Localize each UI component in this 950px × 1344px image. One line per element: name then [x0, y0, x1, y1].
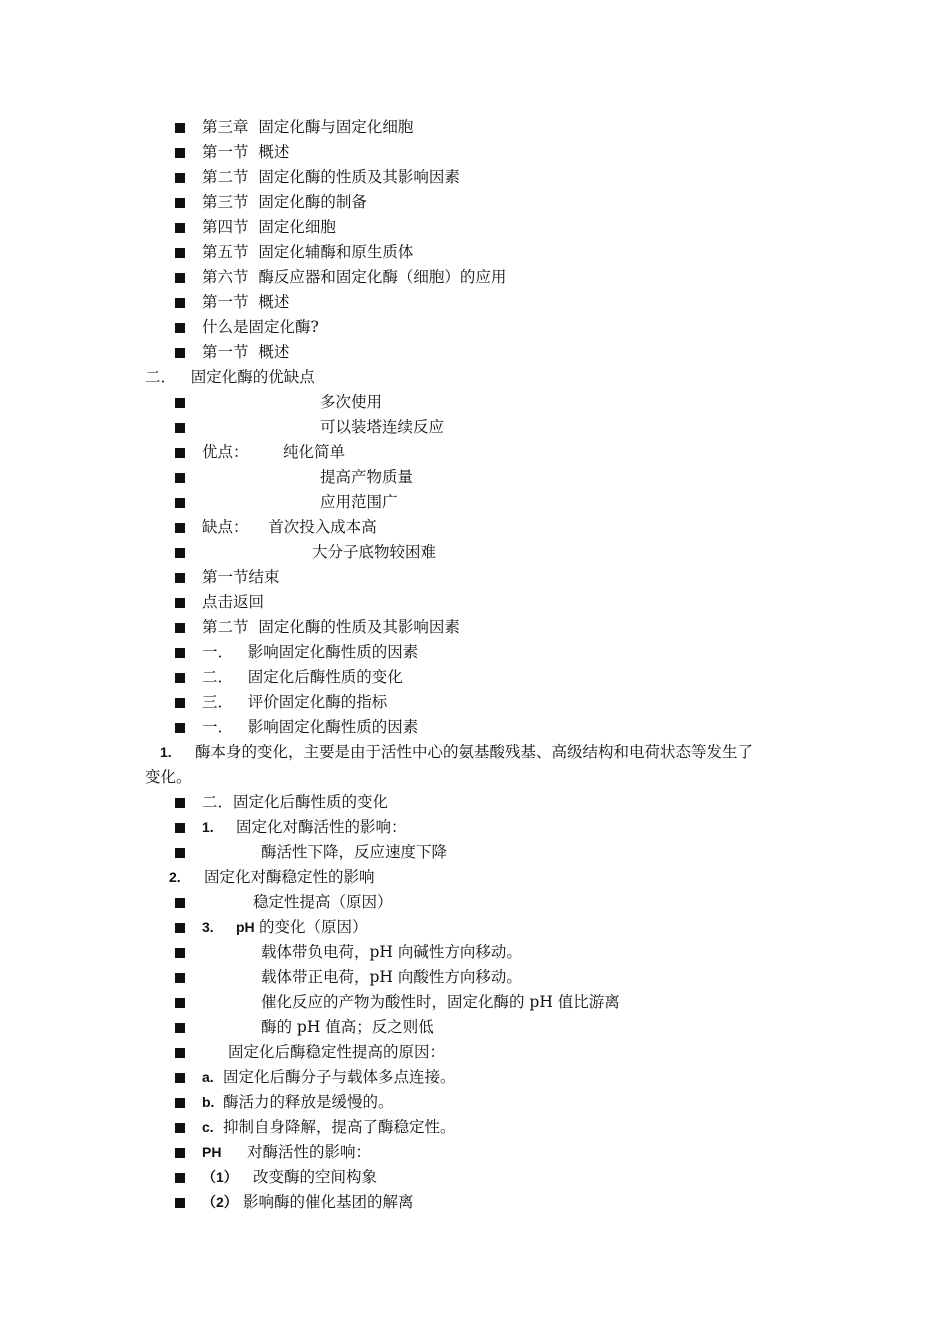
- list-item-text: 载体带负电荷，pH 向碱性方向移动。: [261, 943, 522, 961]
- square-bullet-icon: [175, 673, 185, 683]
- list-item-text: 第二节 固定化酶的性质及其影响因素: [202, 168, 460, 186]
- square-bullet-icon: [175, 398, 185, 408]
- square-bullet-icon: [175, 598, 185, 608]
- square-bullet-icon: [175, 723, 185, 733]
- paragraph-text: 变化。: [145, 768, 192, 786]
- list-item-text: 固定化后酶稳定性提高的原因：: [228, 1043, 446, 1061]
- list-item: [0, 490, 950, 515]
- paragraph-text: 固定化对酶稳定性的影响: [204, 868, 375, 886]
- list-item: [0, 940, 950, 965]
- list-item: [0, 1140, 950, 1165]
- list-item-text: 酶活力的释放是缓慢的。: [223, 1093, 394, 1111]
- list-item: [0, 790, 950, 815]
- list-item: [0, 565, 950, 590]
- list-item: [0, 440, 950, 465]
- list-item-letter: c.: [202, 1119, 214, 1135]
- list-item: [0, 140, 950, 165]
- list-item: [0, 990, 950, 1015]
- list-item-text: 什么是固定化酶?: [202, 318, 319, 336]
- list-item-text: 二．固定化后酶性质的变化: [202, 793, 389, 811]
- list-item: [0, 615, 950, 640]
- square-bullet-icon: [175, 498, 185, 508]
- list-item: [0, 840, 950, 865]
- square-bullet-icon: [175, 273, 185, 283]
- list-item: [0, 340, 950, 365]
- square-bullet-icon: [175, 798, 185, 808]
- square-bullet-icon: [175, 923, 185, 933]
- list-item: [0, 240, 950, 265]
- list-item-text: 一． 影响固定化酶性质的因素: [202, 643, 419, 661]
- square-bullet-icon: [175, 523, 185, 533]
- square-bullet-icon: [175, 348, 185, 358]
- list-item: [0, 1165, 950, 1190]
- list-item-text: 点击返回: [202, 593, 265, 611]
- list-item: [0, 415, 950, 440]
- list-item-text: 改变酶的空间构象: [253, 1168, 378, 1186]
- list-item-text: 第一节 概述: [202, 343, 290, 361]
- list-item: [0, 915, 950, 940]
- list-item-text: 大分子底物较困难: [312, 543, 437, 561]
- square-bullet-icon: [175, 848, 185, 858]
- section-heading-text: 二． 固定化酶的优缺点: [145, 368, 315, 386]
- list-item: [0, 640, 950, 665]
- list-item: [0, 515, 950, 540]
- list-item-text: 一． 影响固定化酶性质的因素: [202, 718, 419, 736]
- list-item: [0, 465, 950, 490]
- square-bullet-icon: [175, 898, 185, 908]
- list-item-text: 第三章 固定化酶与固定化细胞: [202, 118, 414, 136]
- list-item: [0, 540, 950, 565]
- square-bullet-icon: [175, 998, 185, 1008]
- list-item-text: 对酶活性的影响：: [247, 1143, 372, 1161]
- list-item-letter: b.: [202, 1094, 215, 1110]
- square-bullet-icon: [175, 473, 185, 483]
- list-item-text: 应用范围广: [320, 493, 398, 511]
- list-item: [0, 315, 950, 340]
- list-item: [0, 1090, 950, 1115]
- paragraph-number: 2.: [169, 869, 181, 885]
- list-item: [0, 665, 950, 690]
- list-item-text: 提高产物质量: [320, 468, 414, 486]
- list-item-text: 第四节 固定化细胞: [202, 218, 336, 236]
- list-item: [0, 690, 950, 715]
- list-item-text: 酶的 pH 值高；反之则低: [261, 1018, 434, 1036]
- list-item: [0, 390, 950, 415]
- list-item-text: 优点： 纯化简单: [202, 443, 345, 461]
- square-bullet-icon: [175, 198, 185, 208]
- square-bullet-icon: [175, 973, 185, 983]
- list-item-text: 三． 评价固定化酶的指标: [202, 693, 388, 711]
- square-bullet-icon: [175, 623, 185, 633]
- paragraph-number: 1.: [160, 744, 172, 760]
- square-bullet-icon: [175, 248, 185, 258]
- square-bullet-icon: [175, 548, 185, 558]
- square-bullet-icon: [175, 148, 185, 158]
- paragraph-line: [0, 740, 950, 765]
- list-item-number: （2）: [202, 1194, 238, 1210]
- square-bullet-icon: [175, 948, 185, 958]
- list-item-text: 第五节 固定化辅酶和原生质体: [202, 243, 414, 261]
- list-item-number: 1.: [202, 819, 214, 835]
- square-bullet-icon: [175, 1123, 185, 1133]
- square-bullet-icon: [175, 123, 185, 133]
- paragraph-line: [0, 865, 950, 890]
- list-item: [0, 290, 950, 315]
- list-item: [0, 590, 950, 615]
- list-item-text: 第三节 固定化酶的制备: [202, 193, 367, 211]
- list-item-text: 第一节 概述: [202, 293, 290, 311]
- list-item-text: 影响酶的催化基团的解离: [243, 1193, 414, 1211]
- list-item-text: 稳定性提高（原因）: [253, 893, 393, 911]
- list-item-text: 抑制自身降解，提高了酶稳定性。: [223, 1118, 456, 1136]
- square-bullet-icon: [175, 573, 185, 583]
- square-bullet-icon: [175, 648, 185, 658]
- list-item-number: （1）: [202, 1169, 238, 1185]
- square-bullet-icon: [175, 298, 185, 308]
- list-item: [0, 1065, 950, 1090]
- list-item-text: 酶活性下降，反应速度下降: [261, 843, 448, 861]
- list-item: [0, 115, 950, 140]
- list-item: [0, 165, 950, 190]
- list-item-text: 固定化后酶分子与载体多点连接。: [223, 1068, 456, 1086]
- list-item: [0, 1015, 950, 1040]
- paragraph-text: 酶本身的变化，主要是由于活性中心的氨基酸残基、高级结构和电荷状态等发生了: [195, 743, 754, 761]
- section-heading: [0, 365, 950, 390]
- list-item-text: 第六节 酶反应器和固定化酶（细胞）的应用: [202, 268, 507, 286]
- list-item-ph: PH: [202, 1144, 222, 1160]
- list-item: [0, 265, 950, 290]
- list-item: [0, 1115, 950, 1140]
- list-item: [0, 215, 950, 240]
- square-bullet-icon: [175, 698, 185, 708]
- list-item-ph: pH: [236, 919, 255, 935]
- square-bullet-icon: [175, 1048, 185, 1058]
- square-bullet-icon: [175, 323, 185, 333]
- list-item: [0, 1040, 950, 1065]
- paragraph-line: [0, 765, 950, 790]
- list-item-text: 的变化（原因）: [259, 918, 368, 936]
- square-bullet-icon: [175, 1023, 185, 1033]
- list-item-text: 第一节结束: [202, 568, 280, 586]
- square-bullet-icon: [175, 223, 185, 233]
- list-item: [0, 1190, 950, 1215]
- list-item: [0, 190, 950, 215]
- list-item-text: 多次使用: [320, 393, 383, 411]
- square-bullet-icon: [175, 448, 185, 458]
- list-item: [0, 715, 950, 740]
- square-bullet-icon: [175, 423, 185, 433]
- list-item: [0, 890, 950, 915]
- list-item-text: 载体带正电荷，pH 向酸性方向移动。: [261, 968, 522, 986]
- list-item-text: 第一节 概述: [202, 143, 290, 161]
- list-item-text: 可以装塔连续反应: [320, 418, 445, 436]
- square-bullet-icon: [175, 1198, 185, 1208]
- list-item-text: 缺点： 首次投入成本高: [202, 518, 377, 536]
- square-bullet-icon: [175, 1148, 185, 1158]
- list-item-text: 二． 固定化后酶性质的变化: [202, 668, 403, 686]
- list-item: [0, 965, 950, 990]
- square-bullet-icon: [175, 823, 185, 833]
- square-bullet-icon: [175, 1073, 185, 1083]
- square-bullet-icon: [175, 1098, 185, 1108]
- list-item-text: 催化反应的产物为酸性时，固定化酶的 pH 值比游离: [261, 993, 620, 1011]
- list-item-text: 固定化对酶活性的影响：: [236, 818, 407, 836]
- square-bullet-icon: [175, 173, 185, 183]
- list-item-letter: a.: [202, 1069, 214, 1085]
- square-bullet-icon: [175, 1173, 185, 1183]
- list-item-text: 第二节 固定化酶的性质及其影响因素: [202, 618, 460, 636]
- list-item: [0, 815, 950, 840]
- list-item-number: 3.: [202, 919, 214, 935]
